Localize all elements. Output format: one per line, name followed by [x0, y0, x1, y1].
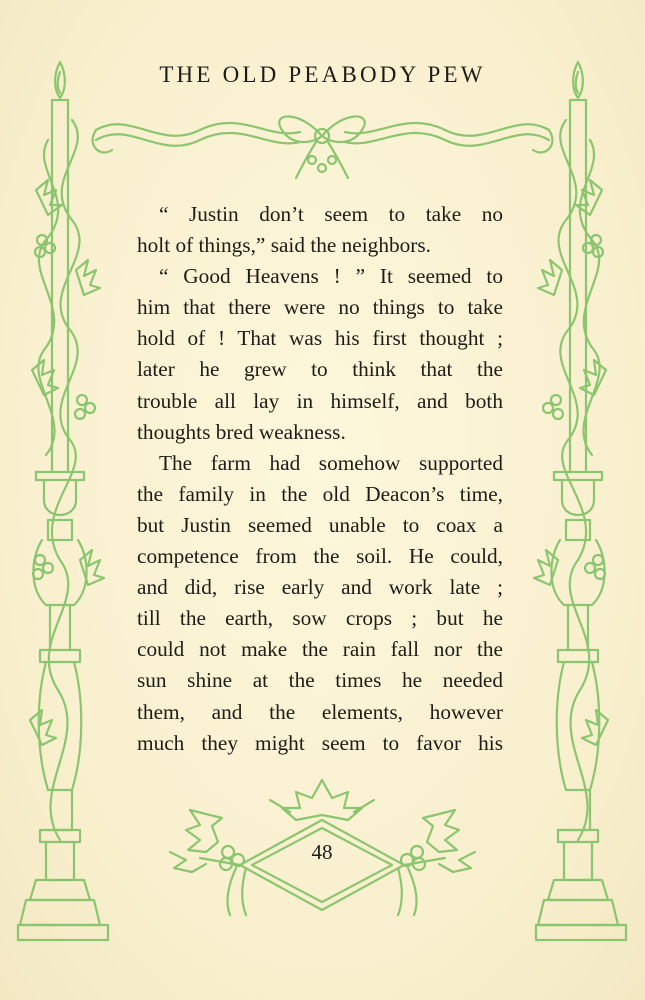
text-line: much they might seem to favor his [137, 730, 503, 755]
text-line: hold of ! That was his first thought ; [137, 326, 503, 351]
text-line: and did, rise early and work late ; [137, 575, 503, 600]
text-line: thoughts bred weakness. [137, 419, 346, 444]
text-line: sun shine at the times he needed [137, 668, 503, 693]
text-line: The farm had somehow supported [159, 450, 503, 475]
text-line: competence from the soil. He could, [137, 544, 503, 569]
text-line: them, and the elements, however [137, 699, 503, 724]
paragraph-3 [137, 448, 503, 759]
text-line: holt of things,” said the neighbors. [137, 233, 431, 258]
page-number: 48 [311, 840, 333, 864]
text-line: trouble all lay in himself, and both [137, 388, 503, 413]
right-candle-icon [534, 62, 626, 940]
paragraph-1 [137, 199, 503, 261]
page-body-text [137, 199, 503, 759]
text-line: later he grew to think that the [137, 357, 503, 382]
text-line: him that there were no things to take [137, 295, 503, 320]
paragraph-2 [137, 261, 503, 448]
text-line: but Justin seemed unable to coax a [137, 512, 503, 537]
text-line: the family in the old Deacon’s time, [137, 481, 503, 506]
text-line: “ Justin don’t seem to take no [159, 202, 503, 226]
text-line: till the earth, sow crops ; but he [137, 606, 503, 631]
text-line: “ Good Heavens ! ” It seemed to [159, 264, 503, 289]
text-line: could not make the rain fall nor the [137, 637, 503, 662]
running-head-title: THE OLD PEABODY PEW [159, 62, 486, 87]
left-candle-icon [18, 62, 108, 940]
top-ribbon-bow-icon [93, 116, 553, 178]
